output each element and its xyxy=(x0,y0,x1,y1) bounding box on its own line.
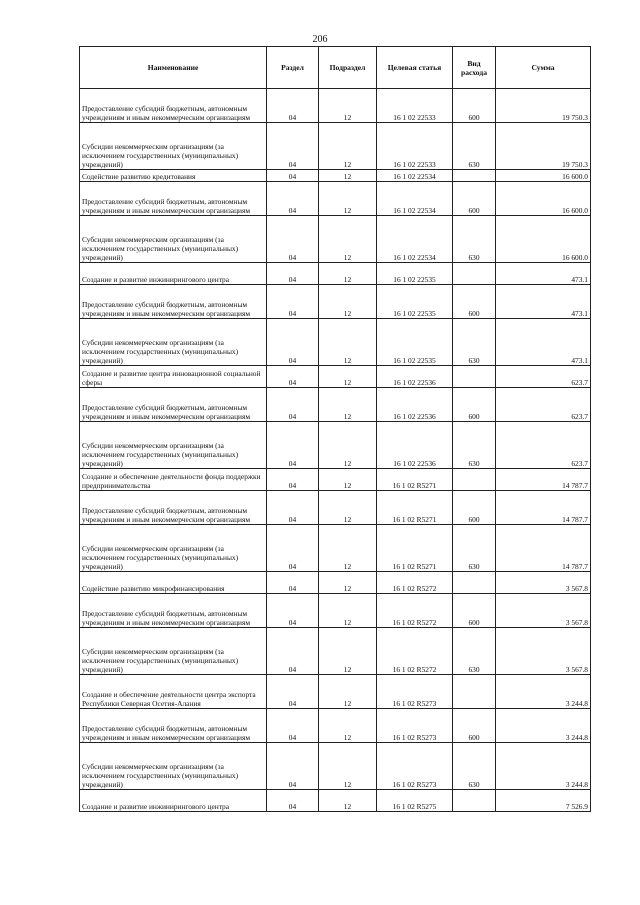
cell-podrazdel: 12 xyxy=(319,469,377,491)
cell-podrazdel: 12 xyxy=(319,89,377,123)
header-vid: Вид расхода xyxy=(453,47,496,89)
cell-name: Предоставление субсидий бюджетным, автономным учреждениям и иным некоммерческим организациям xyxy=(80,491,267,525)
cell-name: Субсидии некоммерческим организациям (за исключением государственных (муниципальных) учреждений) xyxy=(80,743,267,790)
cell-podrazdel: 12 xyxy=(319,525,377,572)
cell-summa: 623.7 xyxy=(496,422,591,469)
cell-podrazdel: 12 xyxy=(319,594,377,628)
table-row xyxy=(80,170,591,182)
cell-celevaya: 16 1 02 R5271 xyxy=(377,525,453,572)
cell-summa: 14 787.7 xyxy=(496,525,591,572)
table-row xyxy=(80,790,591,812)
cell-vid: 630 xyxy=(453,422,496,469)
header-celevaya: Целевая статья xyxy=(377,47,453,89)
cell-summa: 3 244.8 xyxy=(496,709,591,743)
cell-podrazdel: 12 xyxy=(319,709,377,743)
table-body xyxy=(80,89,591,812)
cell-razdel: 04 xyxy=(267,366,319,388)
table-row xyxy=(80,123,591,170)
cell-razdel: 04 xyxy=(267,594,319,628)
cell-summa: 3 567.8 xyxy=(496,628,591,675)
cell-vid: 600 xyxy=(453,182,496,216)
table-row xyxy=(80,469,591,491)
table-row xyxy=(80,285,591,319)
cell-name: Предоставление субсидий бюджетным, автономным учреждениям и иным некоммерческим организациям xyxy=(80,285,267,319)
cell-name: Предоставление субсидий бюджетным, автономным учреждениям и иным некоммерческим организациям xyxy=(80,89,267,123)
cell-celevaya: 16 1 02 22533 xyxy=(377,89,453,123)
cell-summa: 14 787.7 xyxy=(496,491,591,525)
table-row xyxy=(80,491,591,525)
cell-name: Содействие развитию кредитования xyxy=(80,170,267,182)
table-header-row xyxy=(80,47,591,89)
cell-razdel: 04 xyxy=(267,170,319,182)
table-row xyxy=(80,388,591,422)
cell-celevaya: 16 1 02 22536 xyxy=(377,366,453,388)
cell-razdel: 04 xyxy=(267,743,319,790)
header-name: Наименование xyxy=(80,47,267,89)
cell-celevaya: 16 1 02 R5273 xyxy=(377,675,453,709)
cell-celevaya: 16 1 02 R5272 xyxy=(377,628,453,675)
cell-razdel: 04 xyxy=(267,525,319,572)
cell-razdel: 04 xyxy=(267,469,319,491)
cell-name: Содействие развитию микрофинансирования xyxy=(80,572,267,594)
cell-name: Субсидии некоммерческим организациям (за исключением государственных (муниципальных) учреждений) xyxy=(80,319,267,366)
cell-summa: 473.1 xyxy=(496,319,591,366)
cell-vid xyxy=(453,790,496,812)
cell-razdel: 04 xyxy=(267,285,319,319)
cell-name: Субсидии некоммерческим организациям (за исключением государственных (муниципальных) учреждений) xyxy=(80,525,267,572)
cell-vid xyxy=(453,366,496,388)
cell-podrazdel: 12 xyxy=(319,572,377,594)
cell-celevaya: 16 1 02 R5272 xyxy=(377,572,453,594)
cell-podrazdel: 12 xyxy=(319,216,377,263)
cell-razdel: 04 xyxy=(267,422,319,469)
cell-name: Субсидии некоммерческим организациям (за исключением государственных (муниципальных) учреждений) xyxy=(80,216,267,263)
cell-razdel: 04 xyxy=(267,491,319,525)
cell-summa: 16 600.0 xyxy=(496,170,591,182)
cell-summa: 19 750.3 xyxy=(496,89,591,123)
cell-celevaya: 16 1 02 22534 xyxy=(377,170,453,182)
table-row xyxy=(80,182,591,216)
cell-name: Создание и развитие инжинирингового центра xyxy=(80,790,267,812)
header-summa: Сумма xyxy=(496,47,591,89)
cell-summa: 19 750.3 xyxy=(496,123,591,170)
cell-razdel: 04 xyxy=(267,263,319,285)
cell-vid xyxy=(453,469,496,491)
cell-summa: 623.7 xyxy=(496,366,591,388)
cell-summa: 473.1 xyxy=(496,263,591,285)
cell-razdel: 04 xyxy=(267,675,319,709)
table-row xyxy=(80,675,591,709)
cell-podrazdel: 12 xyxy=(319,628,377,675)
cell-name: Предоставление субсидий бюджетным, автономным учреждениям и иным некоммерческим организациям xyxy=(80,388,267,422)
cell-podrazdel: 12 xyxy=(319,675,377,709)
header-podrazdel: Подраздел xyxy=(319,47,377,89)
cell-podrazdel: 12 xyxy=(319,790,377,812)
cell-podrazdel: 12 xyxy=(319,182,377,216)
cell-summa: 3 567.8 xyxy=(496,594,591,628)
table-row xyxy=(80,366,591,388)
header-razdel: Раздел xyxy=(267,47,319,89)
cell-summa: 14 787.7 xyxy=(496,469,591,491)
cell-vid: 600 xyxy=(453,285,496,319)
cell-vid xyxy=(453,675,496,709)
cell-razdel: 04 xyxy=(267,709,319,743)
cell-celevaya: 16 1 02 22534 xyxy=(377,182,453,216)
cell-vid: 600 xyxy=(453,594,496,628)
cell-vid: 630 xyxy=(453,319,496,366)
cell-vid xyxy=(453,263,496,285)
table-row xyxy=(80,709,591,743)
cell-name: Субсидии некоммерческим организациям (за исключением государственных (муниципальных) учреждений) xyxy=(80,422,267,469)
table-row xyxy=(80,319,591,366)
table-row xyxy=(80,216,591,263)
cell-celevaya: 16 1 02 22535 xyxy=(377,319,453,366)
cell-podrazdel: 12 xyxy=(319,743,377,790)
cell-vid: 600 xyxy=(453,491,496,525)
cell-summa: 473.1 xyxy=(496,285,591,319)
cell-podrazdel: 12 xyxy=(319,422,377,469)
cell-razdel: 04 xyxy=(267,319,319,366)
cell-razdel: 04 xyxy=(267,123,319,170)
table-row xyxy=(80,628,591,675)
cell-name: Предоставление субсидий бюджетным, автономным учреждениям и иным некоммерческим организациям xyxy=(80,709,267,743)
cell-name: Создание и обеспечение деятельности центра экспорта Республики Северная Осетия-Алания xyxy=(80,675,267,709)
page-number: 206 xyxy=(312,34,328,45)
cell-podrazdel: 12 xyxy=(319,170,377,182)
cell-podrazdel: 12 xyxy=(319,491,377,525)
cell-summa: 3 244.8 xyxy=(496,743,591,790)
cell-razdel: 04 xyxy=(267,572,319,594)
cell-razdel: 04 xyxy=(267,790,319,812)
cell-celevaya: 16 1 02 22534 xyxy=(377,216,453,263)
cell-razdel: 04 xyxy=(267,182,319,216)
cell-summa: 7 526.9 xyxy=(496,790,591,812)
cell-celevaya: 16 1 02 22535 xyxy=(377,285,453,319)
cell-podrazdel: 12 xyxy=(319,263,377,285)
cell-vid: 630 xyxy=(453,525,496,572)
cell-vid: 600 xyxy=(453,709,496,743)
table-row xyxy=(80,594,591,628)
cell-name: Предоставление субсидий бюджетным, автономным учреждениям и иным некоммерческим организациям xyxy=(80,594,267,628)
cell-podrazdel: 12 xyxy=(319,319,377,366)
cell-name: Предоставление субсидий бюджетным, автономным учреждениям и иным некоммерческим организациям xyxy=(80,182,267,216)
cell-podrazdel: 12 xyxy=(319,366,377,388)
table-row xyxy=(80,89,591,123)
cell-celevaya: 16 1 02 R5273 xyxy=(377,743,453,790)
cell-name: Создание и обеспечение деятельности фонда поддержки предпринимательства xyxy=(80,469,267,491)
cell-vid xyxy=(453,170,496,182)
cell-razdel: 04 xyxy=(267,388,319,422)
cell-celevaya: 16 1 02 R5272 xyxy=(377,594,453,628)
cell-podrazdel: 12 xyxy=(319,388,377,422)
cell-summa: 16 600.0 xyxy=(496,216,591,263)
cell-celevaya: 16 1 02 22536 xyxy=(377,388,453,422)
cell-vid: 600 xyxy=(453,89,496,123)
cell-podrazdel: 12 xyxy=(319,285,377,319)
cell-vid xyxy=(453,572,496,594)
cell-summa: 3 567.8 xyxy=(496,572,591,594)
cell-summa: 623.7 xyxy=(496,388,591,422)
cell-name: Субсидии некоммерческим организациям (за исключением государственных (муниципальных) учреждений) xyxy=(80,628,267,675)
cell-celevaya: 16 1 02 R5273 xyxy=(377,709,453,743)
cell-vid: 630 xyxy=(453,123,496,170)
cell-celevaya: 16 1 02 22536 xyxy=(377,422,453,469)
table-row xyxy=(80,422,591,469)
cell-name: Субсидии некоммерческим организациям (за исключением государственных (муниципальных) учреждений) xyxy=(80,123,267,170)
cell-name: Создание и развитие центра инновационной социальной сферы xyxy=(80,366,267,388)
cell-podrazdel: 12 xyxy=(319,123,377,170)
cell-razdel: 04 xyxy=(267,628,319,675)
cell-vid: 630 xyxy=(453,743,496,790)
cell-celevaya: 16 1 02 22535 xyxy=(377,263,453,285)
table-row xyxy=(80,525,591,572)
cell-celevaya: 16 1 02 22533 xyxy=(377,123,453,170)
cell-summa: 3 244.8 xyxy=(496,675,591,709)
cell-celevaya: 16 1 02 R5271 xyxy=(377,469,453,491)
cell-celevaya: 16 1 02 R5271 xyxy=(377,491,453,525)
table-row xyxy=(80,743,591,790)
budget-table xyxy=(79,46,591,812)
cell-summa: 16 600.0 xyxy=(496,182,591,216)
cell-razdel: 04 xyxy=(267,89,319,123)
cell-vid: 630 xyxy=(453,216,496,263)
cell-razdel: 04 xyxy=(267,216,319,263)
cell-name: Создание и развитие инжинирингового центра xyxy=(80,263,267,285)
table-row xyxy=(80,572,591,594)
cell-celevaya: 16 1 02 R5275 xyxy=(377,790,453,812)
cell-vid: 630 xyxy=(453,628,496,675)
cell-vid: 600 xyxy=(453,388,496,422)
table-row xyxy=(80,263,591,285)
